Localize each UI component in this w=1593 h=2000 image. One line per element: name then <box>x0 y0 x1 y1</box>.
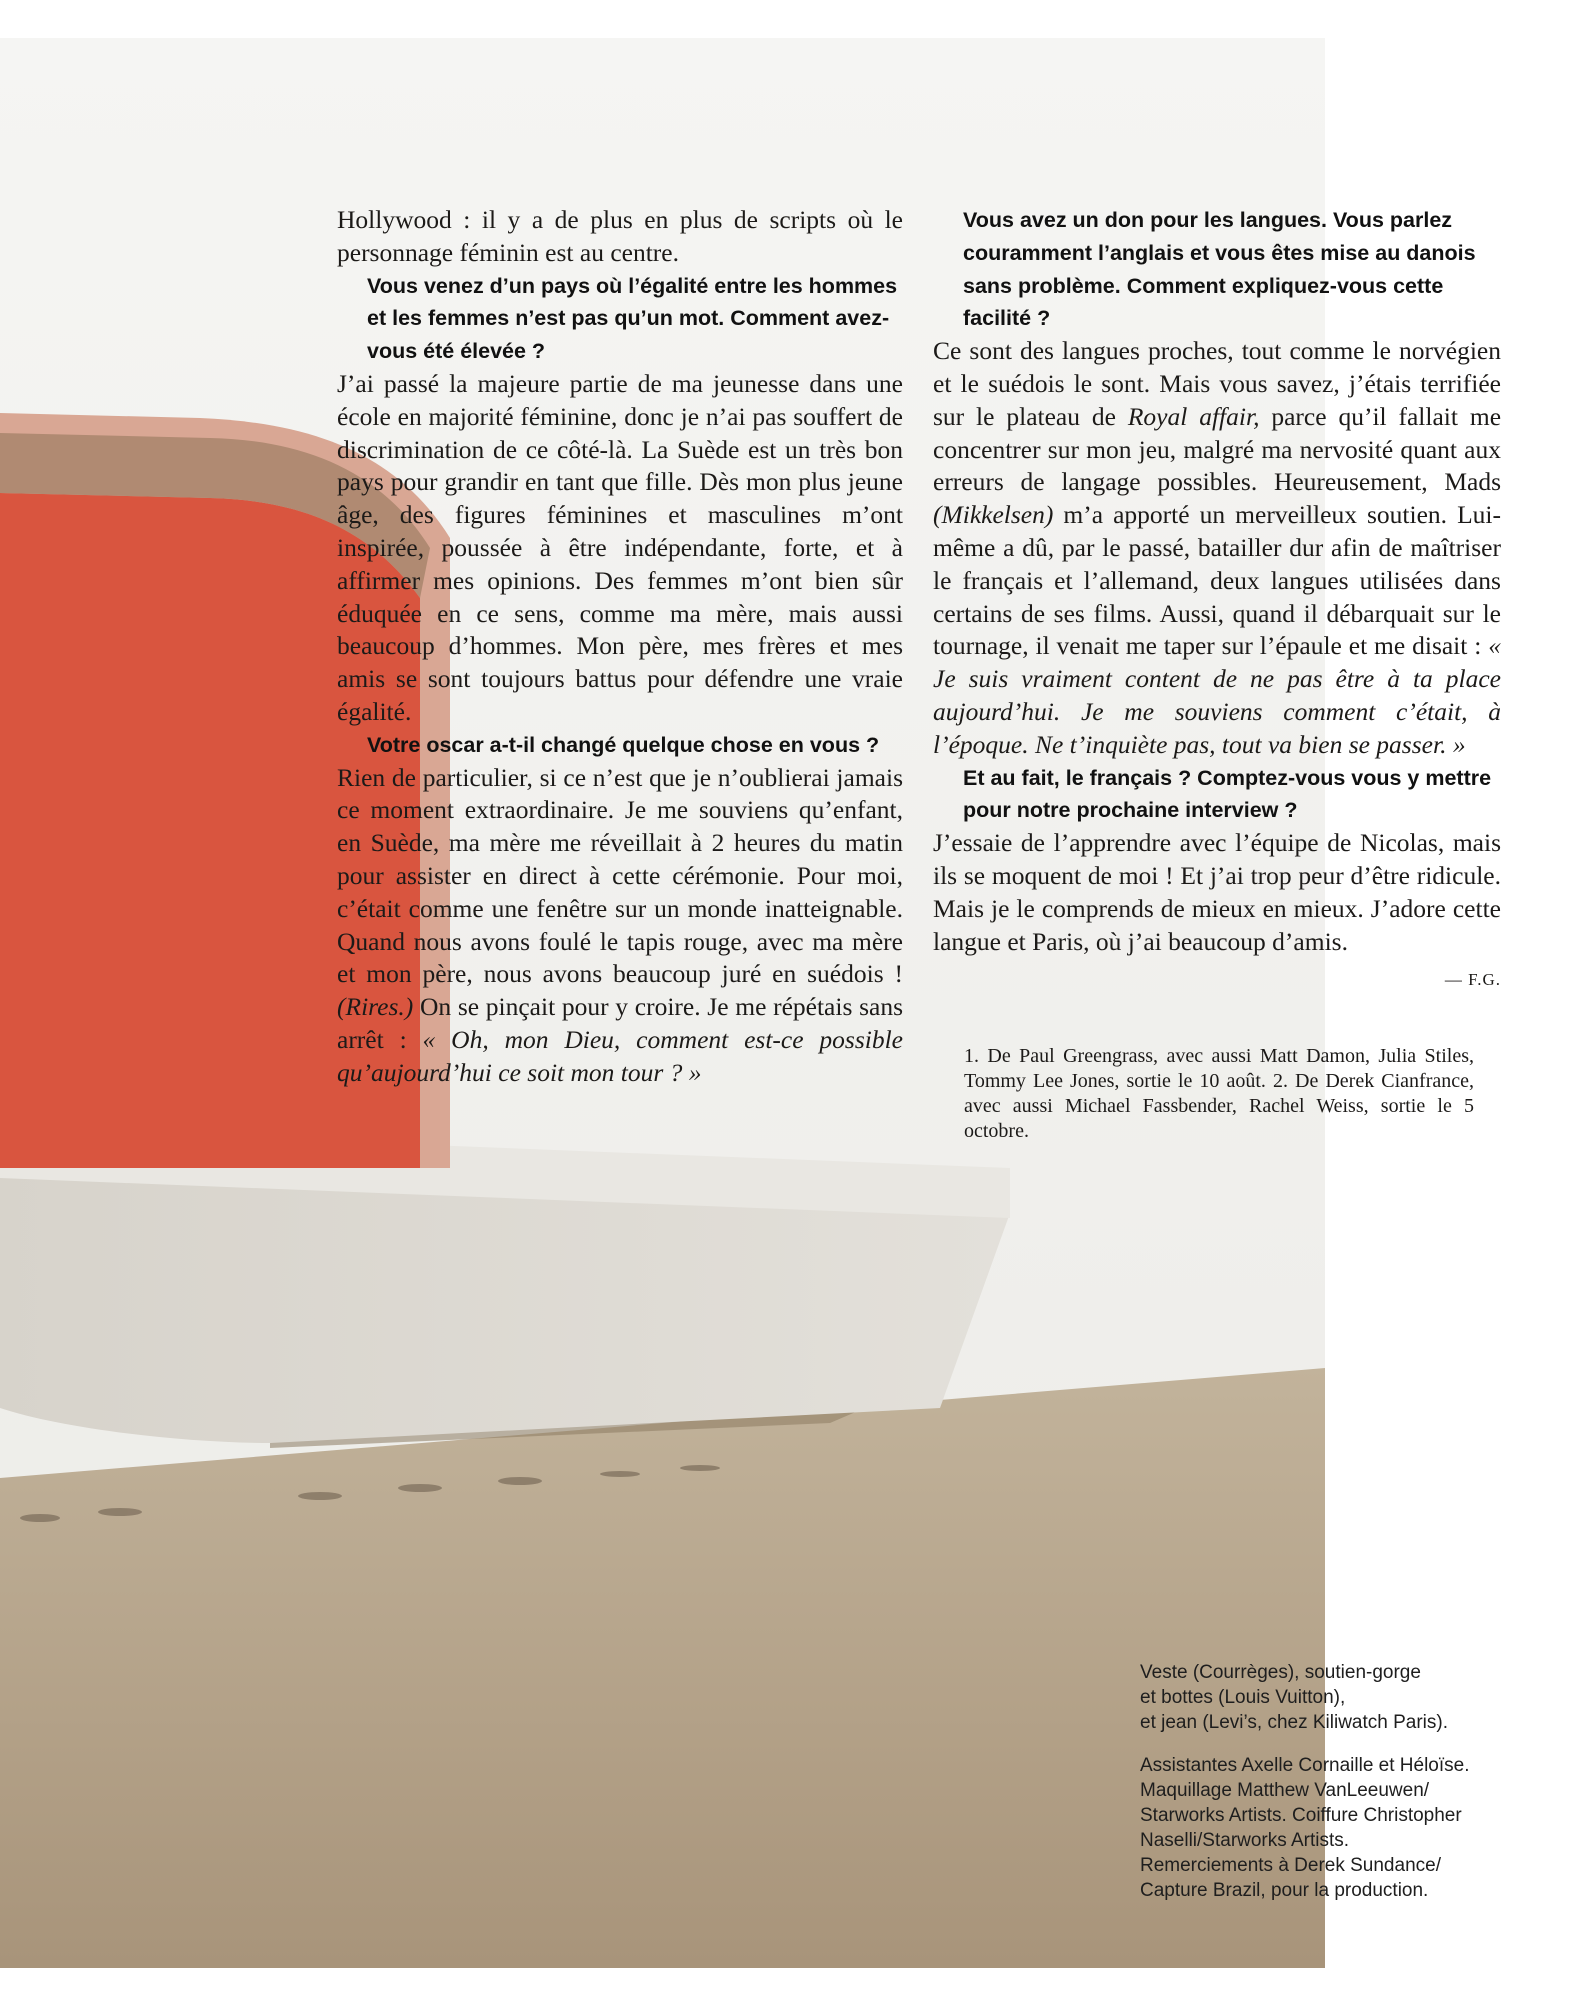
answer: J’ai passé la majeure partie de ma jeunesse dans une école en majorité féminine, donc je n’ai pas souffert de discrimination de ce côté-là. La Suède est un très bon pays pour grandir en tant que fille. Dès mon plus jeune âge, des figures féminines et masculines m’ont inspirée, poussée à être indépendante, forte, et à affirmer mes opinions. Des femmes m’ont bien sûr éduquée en ce sens, comme ma mère, mais aussi beaucoup d’hommes. Mon père, mes frères et mes amis se sont toujours battus pour défendre une vraie égalité. <box>337 368 903 726</box>
credit-line: Maquillage Matthew VanLeeuwen/ <box>1140 1780 1430 1801</box>
credit-line: Starworks Artists. Coiffure Christopher <box>1140 1805 1462 1826</box>
question: Votre oscar a-t-il changé quelque chose en vous ? <box>367 732 880 757</box>
credit-line: Remerciements à Derek Sundance/ <box>1140 1855 1441 1876</box>
question: Et au fait, le français ? Comptez-vous vous y mettre pour notre prochaine interview ? <box>963 765 1492 823</box>
answer <box>933 335 1501 761</box>
answer-text: parce qu’il fallait me concentrer sur mon jeu, malgré ma nervosité quant aux erreurs de langage possibles. Heureusement, Mads <box>933 401 1502 497</box>
right-column <box>933 204 1501 997</box>
answer-text: Rien de particulier, si ce n’est que je n’oublierai jamais ce moment extraordinaire. Je me souviens qu’enfant, en Suède, ma mère me réveillait à 2 heures du matin pour assister en direct à cette cérémonie. Pour moi, c’était comme une fenêtre sur un monde inatteignable. Quand nous avons foulé le tapis rouge, avec ma mère et mon père, nous avons beaucoup juré en suédois ! <box>337 762 903 989</box>
credit-line: et jean (Levi’s, chez Kiliwatch Paris). <box>1140 1712 1448 1733</box>
credit-line: Assistantes Axelle Cornaille et Héloïse. <box>1140 1755 1470 1776</box>
answer-text: Ce sont des langues proches, tout comme le norvégien et le suédois le sont. Mais vous savez, j’étais terrifiée sur le plateau de <box>933 336 1501 431</box>
credit-line: et bottes (Louis Vuitton), <box>1140 1687 1346 1708</box>
team-credits <box>1140 1753 1520 1903</box>
outfit-credits <box>1140 1660 1520 1735</box>
credit-line: Veste (Courrèges), soutien-gorge <box>1140 1662 1421 1683</box>
aside: (Rires.) <box>337 992 414 1022</box>
quote: « Je suis vraiment content de ne pas être à ta place aujourd’hui. Je me souviens comment c’était, à l’époque. Ne t’inquiète pas, tout va bien se passer. » <box>933 631 1501 759</box>
credit-line: Capture Brazil, pour la production. <box>1140 1880 1429 1901</box>
footnotes <box>964 1044 1474 1144</box>
signature: — F.G. <box>1444 970 1501 990</box>
question: Vous avez un don pour les langues. Vous parlez couramment l’anglais et vous êtes mise au danois sans problème. Comment expliquez-vous cette facilité ? <box>963 208 1476 331</box>
aside: (Mikkelsen) <box>933 500 1054 530</box>
answer-text: On se pinçait pour y croire. Je me répétais sans arrêt : <box>337 992 903 1054</box>
question: Vous venez d’un pays où l’égalité entre les hommes et les femmes n’est pas qu’un mot. Comment avez-vous été élevée ? <box>367 273 898 364</box>
quote: « Oh, mon Dieu, comment est-ce possible qu’aujourd’hui ce soit mon tour ? » <box>337 1024 904 1087</box>
answer <box>337 762 903 1090</box>
film-title: Royal affair, <box>1127 401 1260 431</box>
answer: J’essaie de l’apprendre avec l’équipe de Nicolas, mais ils se moquent de moi ! Et j’ai trop peur d’être ridicule. Mais je le comprends de mieux en mieux. J’adore cette langue et Paris, où j’ai beaucoup d’amis. <box>933 828 1501 956</box>
answer-text: m’a apporté un merveilleux soutien. Lui-même a dû, par le passé, batailler dur afin de maîtriser le français et l’allemand, deux langues utilisées dans certains de ses films. Aussi, quand il débarquait sur le tournage, il venait me taper sur l’épaule et me disait : <box>933 500 1501 661</box>
paragraph: Hollywood : il y a de plus en plus de scripts où le personnage féminin est au centre. <box>337 205 903 267</box>
footnote-text: 1. De Paul Greengrass, avec aussi Matt Damon, Julia Stiles, Tommy Lee Jones, sortie le 10 août. 2. De Derek Cianfrance, avec aussi Michael Fassbender, Rachel Weiss, sortie le 5 octobre. <box>964 1045 1474 1142</box>
left-column <box>337 204 903 1090</box>
credit-line: Naselli/Starworks Artists. <box>1140 1830 1350 1851</box>
